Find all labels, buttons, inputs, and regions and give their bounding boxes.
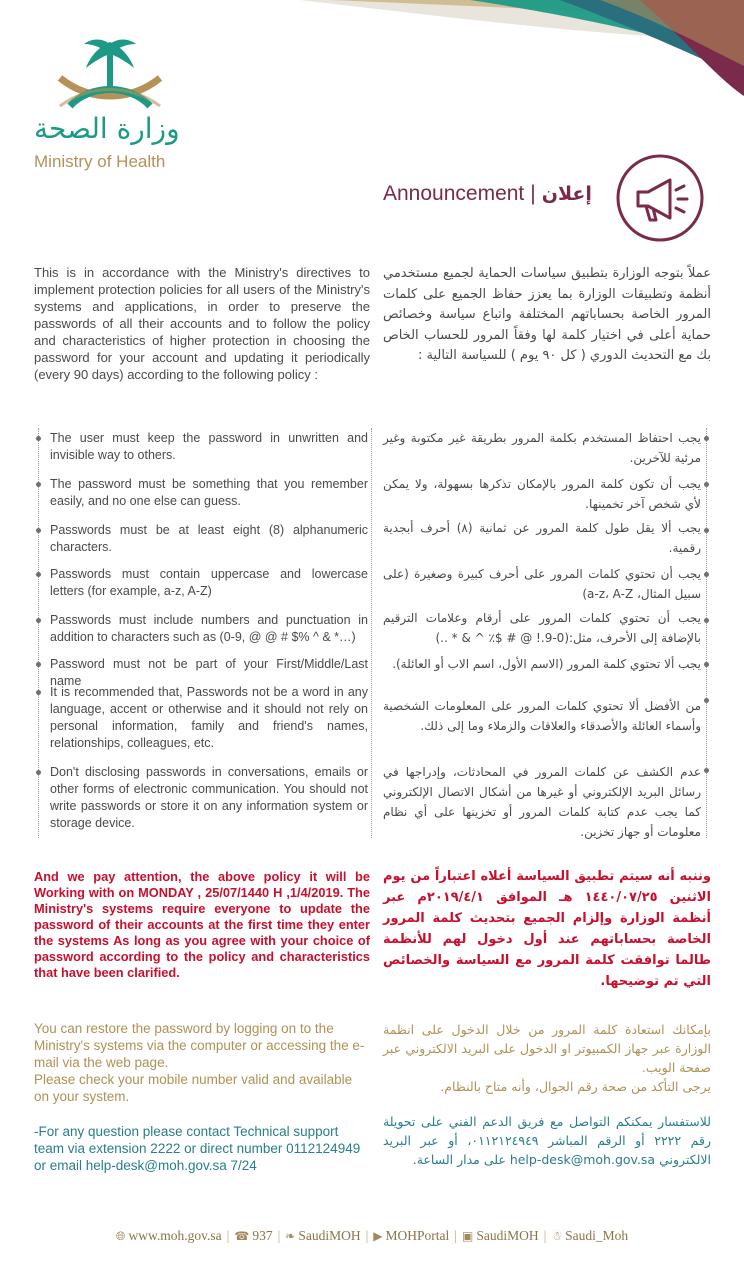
policy-item-en: Passwords must be at least eight (8) alphanumeric characters. bbox=[50, 523, 368, 554]
megaphone-icon bbox=[612, 150, 708, 246]
footer-separator: | bbox=[226, 1228, 230, 1243]
policy-item-en: Password must not be part of your First/Middle/Last name bbox=[50, 657, 368, 688]
bullet-dot bbox=[36, 770, 41, 775]
intro-paragraph-en: This is in accordance with the Ministry's directives to implement protection policies for all users of the Ministry's systems and applications, in order to preserve the passwords of all their accounts and to follow the policy and characteristics of higher protection in choosing the password for your account and updating it periodically (every 90 days) according to the following policy : bbox=[34, 265, 370, 382]
intro-paragraph-ar: عملاً بتوجه الوزارة بتطبيق سياسات الحماية لجميع مستخدمي أنظمة وتطبيقات الوزارة بما يعزز حفاظ الجميع على كلمات المرور الخاصة بحساباتهم المختلفة واتباع سياسة وخصائص حماية أعلى في اختيار كلمة لها وفقاً المرور للحساب الخاص بك مع التحديث الدوري ( كل ٩٠ يوم ) للسياسة التالية : bbox=[383, 266, 711, 363]
bullet-dot bbox=[704, 482, 709, 487]
footer-phone[interactable] bbox=[234, 1228, 272, 1244]
footer-separator: | bbox=[277, 1228, 281, 1243]
footer-twitter[interactable] bbox=[285, 1228, 360, 1244]
policy-item-ar: يجب أن تكون كلمة المرور بالإمكان تذكرها بسهولة، ولا يمكن لأي شخص آخر تخمينها. bbox=[383, 477, 701, 511]
phone-icon: ☎ bbox=[234, 1229, 250, 1243]
restore-section-ar bbox=[383, 1020, 711, 1096]
bullet-dot bbox=[704, 768, 709, 773]
footer-social-bar bbox=[0, 1224, 744, 1248]
policy-item-en: Passwords must include numbers and punctuation in addition to characters such as (0-9, @ @ # $% ^ & *…) bbox=[50, 613, 368, 644]
bullet-dot bbox=[36, 572, 41, 577]
policy-item-en: Don't disclosing passwords in conversations, emails or other forms of electronic communication. You should not write passwords or store it on any information system or storage device. bbox=[50, 765, 368, 830]
bullet-dot bbox=[36, 662, 41, 667]
footer-website-text: www.moh.gov.sa bbox=[128, 1228, 222, 1243]
mobile-check-paragraph-en: Please check your mobile number valid and available on your system. bbox=[34, 1072, 353, 1104]
bullet-dot bbox=[704, 662, 709, 667]
announcement-label-en: Announcement bbox=[383, 182, 525, 205]
policy-item-ar: يجب أن تحتوي كلمات المرور على أرقام وعلامات الترقيم بالإضافة إلى الأحرف، مثل:(0-9.! @ # $٪ ^ & * ..) bbox=[383, 611, 701, 645]
footer-snapchat[interactable] bbox=[551, 1228, 628, 1244]
footer-instagram-text: SaudiMOH bbox=[476, 1228, 539, 1243]
policy-item-en: It is recommended that, Passwords not be a word in any language, accent or otherwise and it should not rely on personal information, family and friend's names, relationships, colleagues, etc. bbox=[50, 685, 368, 750]
twitter-icon: ❧ bbox=[285, 1229, 296, 1243]
column-divider bbox=[371, 428, 372, 838]
bullet-dot bbox=[704, 528, 709, 533]
bullet-dot bbox=[704, 572, 709, 577]
bullet-dot bbox=[704, 618, 709, 623]
globe-icon: 🌐︎ bbox=[115, 1228, 126, 1243]
bullet-dot bbox=[36, 618, 41, 623]
bullet-dot bbox=[704, 698, 709, 703]
notice-paragraph-ar: وننبه أنه سيتم تطبيق السياسة أعلاه اعتباراً من يوم الاثنين ١٤٤٠/٠٧/٢٥ هـ الموافق ٢٠١٩/٤/١م عبر أنظمة الوزارة وإلزام الجميع بتحديث كلمة المرور الخاصة بحساباتهم عند أول دخول لهم للأنظمة طالما توافقت كلمة المرور مع السياسة والخصائص التي تم توضيحها. bbox=[383, 869, 711, 989]
policy-item-ar: يجب احتفاظ المستخدم بكلمة المرور بطريقة غير مكتوبة وغير مرئية للآخرين. bbox=[383, 431, 701, 465]
logo-english-name: Ministry of Health bbox=[34, 152, 166, 171]
contact-paragraph-ar: للاستفسار يمكنكم التواصل مع فريق الدعم الفني على تحويلة رقم ٢٢٢٢ أو الرقم المباشر ٠١١٢١٢٤٩٤٩، أو عبر البريد الالكتروني help-desk@moh.gov.sa على مدار الساعة. bbox=[383, 1114, 711, 1167]
policy-item-en: Passwords must contain uppercase and lowercase letters (for example, a-z, A-Z) bbox=[50, 567, 368, 598]
bullet-dot bbox=[704, 436, 709, 441]
footer-snapchat-text: Saudi_Moh bbox=[565, 1228, 629, 1243]
footer-separator: | bbox=[543, 1228, 547, 1243]
bullet-dot bbox=[36, 436, 41, 441]
bullet-dot bbox=[36, 690, 41, 695]
notice-paragraph-en: And we pay attention, the above policy it will be Working with on MONDAY , 25/07/1440 H ,1/4/2019. The Ministry's systems require everyone to update the password of their accounts at the first time they enter the systems As long as you agree with your choice of password according to the policy and characteristics that have been clarified. bbox=[34, 869, 370, 980]
footer-phone-text: 937 bbox=[252, 1228, 273, 1243]
announcement-separator: | bbox=[530, 182, 536, 205]
announcement-banner bbox=[383, 176, 592, 212]
policy-item-en: The user must keep the password in unwritten and invisible way to others. bbox=[50, 431, 368, 462]
policy-item-ar: عدم الكشف عن كلمات المرور في المحادثات، وإدراجها في رسائل البريد الإلكتروني أو غيرها من أشكال الاتصال الإلكتروني كما يجب عدم كتابة كلمات المرور أو تخزينها على أي نظام معلومات أو جهاز تخزين. bbox=[383, 765, 701, 839]
footer-youtube-text: MOHPortal bbox=[385, 1228, 450, 1243]
policy-item-ar: من الأفضل ألا تحتوي كلمات المرور على المعلومات الشخصية وأسماء العائلة والأصدقاء والعلاقات والزملاء وما إلى ذلك. bbox=[383, 699, 701, 733]
footer-separator: | bbox=[454, 1228, 457, 1243]
contact-paragraph-en: -For any question please contact Technical support team via extension 2222 or direct number 0112124949 or email help-desk@moh.gov.sa 7/24 bbox=[34, 1124, 361, 1173]
footer-twitter-text: SaudiMOH bbox=[298, 1228, 361, 1243]
policy-item-ar: يجب ألا يقل طول كلمة المرور عن ثمانية (٨) أحرف أبجدية رقمية. bbox=[383, 521, 702, 555]
instagram-icon: ▣ bbox=[461, 1229, 474, 1243]
restore-paragraph-ar: بإمكانك استعادة كلمة المرور من خلال الدخول على انظمة الوزارة عبر جهاز الكمبيوتر او الدخول على البريد الالكتروني عبر صفحة الويب. bbox=[383, 1022, 711, 1075]
bullet-dot bbox=[36, 482, 41, 487]
bullet-dot bbox=[36, 528, 41, 533]
policy-item-en: The password must be something that you remember easily, and no one else can guess. bbox=[50, 477, 368, 508]
restore-section-en bbox=[34, 1020, 370, 1105]
snapchat-icon: ☃ bbox=[551, 1229, 563, 1243]
footer-website[interactable] bbox=[116, 1228, 222, 1244]
footer-instagram[interactable] bbox=[462, 1228, 539, 1244]
list-rule-right bbox=[706, 428, 707, 838]
list-rule-left bbox=[38, 428, 39, 838]
youtube-icon: ▶ bbox=[373, 1229, 383, 1243]
logo-arabic-name: وزارة الصحة bbox=[34, 112, 180, 145]
announcement-label-ar: إعلان bbox=[541, 183, 592, 205]
policy-item-ar: يجب ألا تحتوي كلمة المرور (الاسم الأول، اسم الاب أو العائلة). bbox=[392, 657, 701, 671]
restore-paragraph-en: You can restore the password by logging on to the Ministry's systems via the computer or accessing the e-mail via the web page. bbox=[34, 1021, 365, 1070]
footer-separator: | bbox=[365, 1228, 369, 1243]
mobile-check-paragraph-ar: يرجى التأكد من صحة رقم الجوال، وأنه متاح بالنظام. bbox=[440, 1079, 711, 1094]
policy-item-ar: يجب أن تحتوي كلمات المرور على أحرف كبيرة وصغيرة (على سبيل المثال، a-z، A-Z) bbox=[383, 567, 701, 601]
footer-youtube[interactable] bbox=[373, 1228, 449, 1244]
